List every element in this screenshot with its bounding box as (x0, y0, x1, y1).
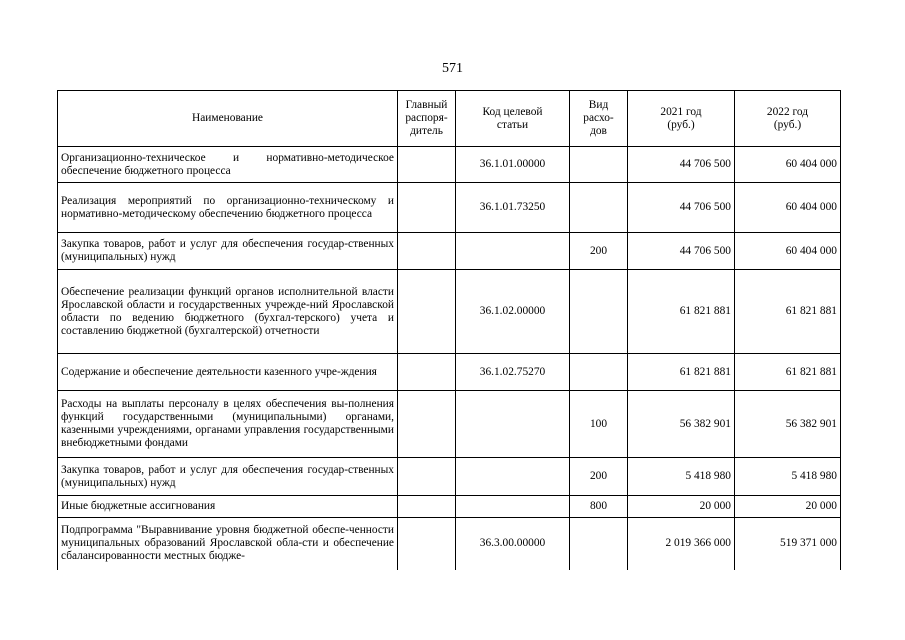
table-header-row (58, 91, 841, 147)
row-2021: 56 382 901 (628, 391, 735, 458)
row-2021: 2 019 366 000 (628, 518, 735, 570)
row-2022: 60 404 000 (735, 147, 841, 183)
row-admin (398, 233, 456, 270)
row-name: Закупка товаров, работ и услуг для обеспечения государ-ственных (муниципальных) нужд (58, 458, 398, 496)
row-expense-type: 100 (570, 391, 628, 458)
row-expense-type (570, 183, 628, 233)
row-code: 36.1.01.00000 (456, 147, 570, 183)
header-code: Код целевой статьи (456, 91, 570, 147)
row-name: Организационно-техническое и нормативно-методическое обеспечение бюджетного процесса (58, 147, 398, 183)
row-admin (398, 391, 456, 458)
row-code (456, 391, 570, 458)
row-expense-type (570, 518, 628, 570)
row-2021: 44 706 500 (628, 233, 735, 270)
row-2022: 61 821 881 (735, 354, 841, 391)
row-name: Реализация мероприятий по организационно-техническому и нормативно-методическому обеспечению бюджетного процесса (58, 183, 398, 233)
table-row (58, 496, 841, 518)
row-code: 36.1.01.73250 (456, 183, 570, 233)
row-2022: 5 418 980 (735, 458, 841, 496)
header-2021: 2021 год (руб.) (628, 91, 735, 147)
budget-table (57, 90, 841, 570)
header-expense-type: Вид расхо- дов (570, 91, 628, 147)
header-admin: Главный распоря- дитель (398, 91, 456, 147)
row-admin (398, 183, 456, 233)
row-expense-type: 200 (570, 233, 628, 270)
row-code: 36.3.00.00000 (456, 518, 570, 570)
row-2022: 56 382 901 (735, 391, 841, 458)
row-2021: 20 000 (628, 496, 735, 518)
row-name: Закупка товаров, работ и услуг для обеспечения государ-ственных (муниципальных) нужд (58, 233, 398, 270)
table-row (58, 147, 841, 183)
table-row (58, 233, 841, 270)
row-expense-type: 200 (570, 458, 628, 496)
row-name: Расходы на выплаты персоналу в целях обеспечения вы-полнения функций государственными (муниципальными) органами, казенными учреждениями, органами управления государственными внебюджетными фондами (58, 391, 398, 458)
table-row (58, 458, 841, 496)
row-2021: 61 821 881 (628, 354, 735, 391)
row-admin (398, 270, 456, 354)
row-name: Подпрограмма "Выравнивание уровня бюджетной обеспе-ченности муниципальных образований Ярославской обла-сти и обеспечение сбалансированности местных бюдже- (58, 518, 398, 570)
table-row (58, 518, 841, 570)
row-2022: 20 000 (735, 496, 841, 518)
row-2022: 60 404 000 (735, 233, 841, 270)
row-code (456, 233, 570, 270)
row-admin (398, 354, 456, 391)
row-admin (398, 496, 456, 518)
row-2021: 44 706 500 (628, 183, 735, 233)
row-admin (398, 458, 456, 496)
row-expense-type (570, 147, 628, 183)
row-admin (398, 518, 456, 570)
row-code (456, 496, 570, 518)
row-code (456, 458, 570, 496)
row-name: Содержание и обеспечение деятельности казенного учре-ждения (58, 354, 398, 391)
row-admin (398, 147, 456, 183)
row-2022: 60 404 000 (735, 183, 841, 233)
row-name: Иные бюджетные ассигнования (58, 496, 398, 518)
table-row (58, 391, 841, 458)
table-row (58, 354, 841, 391)
table-row (58, 270, 841, 354)
row-code: 36.1.02.00000 (456, 270, 570, 354)
row-2022: 61 821 881 (735, 270, 841, 354)
header-name: Наименование (58, 91, 398, 147)
page-number: 571 (442, 61, 463, 76)
row-expense-type (570, 354, 628, 391)
row-2022: 519 371 000 (735, 518, 841, 570)
row-expense-type: 800 (570, 496, 628, 518)
row-2021: 61 821 881 (628, 270, 735, 354)
table-row (58, 183, 841, 233)
row-2021: 5 418 980 (628, 458, 735, 496)
header-2022: 2022 год (руб.) (735, 91, 841, 147)
row-code: 36.1.02.75270 (456, 354, 570, 391)
row-name: Обеспечение реализации функций органов исполнительной власти Ярославской области и государственных учрежде-ний Ярославской области по ведению бюджетного (бухгал-терского) учета и составлению бюджетной (бухгалтерской) отчетности (58, 270, 398, 354)
row-2021: 44 706 500 (628, 147, 735, 183)
row-expense-type (570, 270, 628, 354)
